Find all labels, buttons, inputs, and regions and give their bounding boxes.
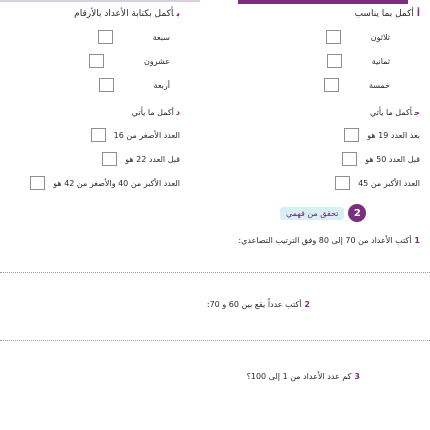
sub-heading-left-text: أكمل ما يأتي [131, 108, 174, 117]
left-sub-row-1 [91, 128, 180, 142]
answer-line[interactable] [0, 272, 430, 273]
left-row-2-label: عشرون [143, 56, 170, 66]
answer-box[interactable] [98, 30, 113, 44]
right-row-2 [327, 54, 390, 68]
left-sub-row-2 [102, 152, 180, 166]
answer-box[interactable] [89, 54, 104, 68]
left-row-1-label: سبعة [152, 32, 170, 42]
sub-heading-right-text: أكمل ما يأتي [369, 108, 413, 117]
answer-box[interactable] [99, 78, 114, 92]
answer-box[interactable] [102, 152, 117, 166]
question-1-text: أكتب الأعداد من 70 إلى 80 وفق الترتيب التصاعدي: [238, 236, 412, 245]
right-sub-row-1-label: بعد العدد 19 هو [367, 130, 420, 140]
answer-box[interactable] [324, 78, 339, 92]
right-row-1-label: ثلاثون [370, 32, 390, 42]
left-row-1 [98, 30, 170, 44]
right-sub-row-3-label: العدد الأكبر من 45 [358, 178, 420, 188]
top-rule-accent [238, 0, 408, 4]
heading-left-number: ب [176, 9, 180, 19]
left-row-3-label: أربعة [153, 80, 170, 90]
check-understanding [280, 204, 366, 222]
sub-heading-left-letter: د [175, 108, 180, 117]
left-row-3 [99, 78, 170, 92]
answer-box[interactable] [342, 152, 357, 166]
answer-box[interactable] [344, 128, 359, 142]
heading-left [74, 9, 180, 19]
right-sub-row-2 [342, 152, 420, 166]
right-row-3-label: خمسة [369, 80, 390, 90]
answer-box[interactable] [327, 54, 342, 68]
answer-box[interactable] [30, 176, 45, 190]
answer-line[interactable] [0, 340, 430, 341]
top-rule-light [0, 0, 200, 2]
question-3 [247, 372, 360, 381]
right-sub-row-2-label: قبل العدد 50 هو [365, 154, 420, 164]
left-sub-row-1-label: العدد الأصغر من 16 [113, 130, 180, 140]
left-row-2 [89, 54, 170, 68]
sub-heading-right [370, 108, 420, 117]
question-2-text: أكتب عدداً يقع بين 60 و 70: [206, 300, 302, 309]
right-sub-row-1 [344, 128, 420, 142]
left-sub-row-3 [30, 176, 180, 190]
right-sub-row-3 [335, 176, 420, 190]
right-row-1 [326, 30, 390, 44]
left-sub-row-3-label: العدد الأكبر من 40 والأصغر من 42 هو [53, 178, 180, 188]
check-label: تحقق من فهمي [280, 207, 344, 220]
question-1 [238, 236, 420, 245]
question-3-number: 3 [354, 372, 360, 381]
left-sub-row-2-label: قبل العدد 22 هو [125, 154, 180, 164]
check-badge: 2 [348, 204, 366, 222]
answer-box[interactable] [335, 176, 350, 190]
sub-heading-right-letter: ج [414, 108, 420, 117]
question-2 [207, 300, 310, 309]
heading-right-number: أ [416, 9, 420, 19]
heading-right [355, 9, 420, 19]
question-2-number: 2 [304, 300, 310, 309]
answer-box[interactable] [326, 30, 341, 44]
sub-heading-left [132, 108, 180, 117]
heading-right-text: أكمل بما يناسب [354, 9, 414, 19]
question-1-number: 1 [414, 236, 420, 245]
heading-left-text: أكمل بكتابة الأعداد بالأرقام [74, 9, 174, 19]
right-row-2-label: ثمانية [371, 56, 390, 66]
answer-box[interactable] [91, 128, 106, 142]
right-row-3 [324, 78, 390, 92]
question-3-text: كم عدد الأعداد من 1 إلى 100؟ [246, 372, 352, 381]
